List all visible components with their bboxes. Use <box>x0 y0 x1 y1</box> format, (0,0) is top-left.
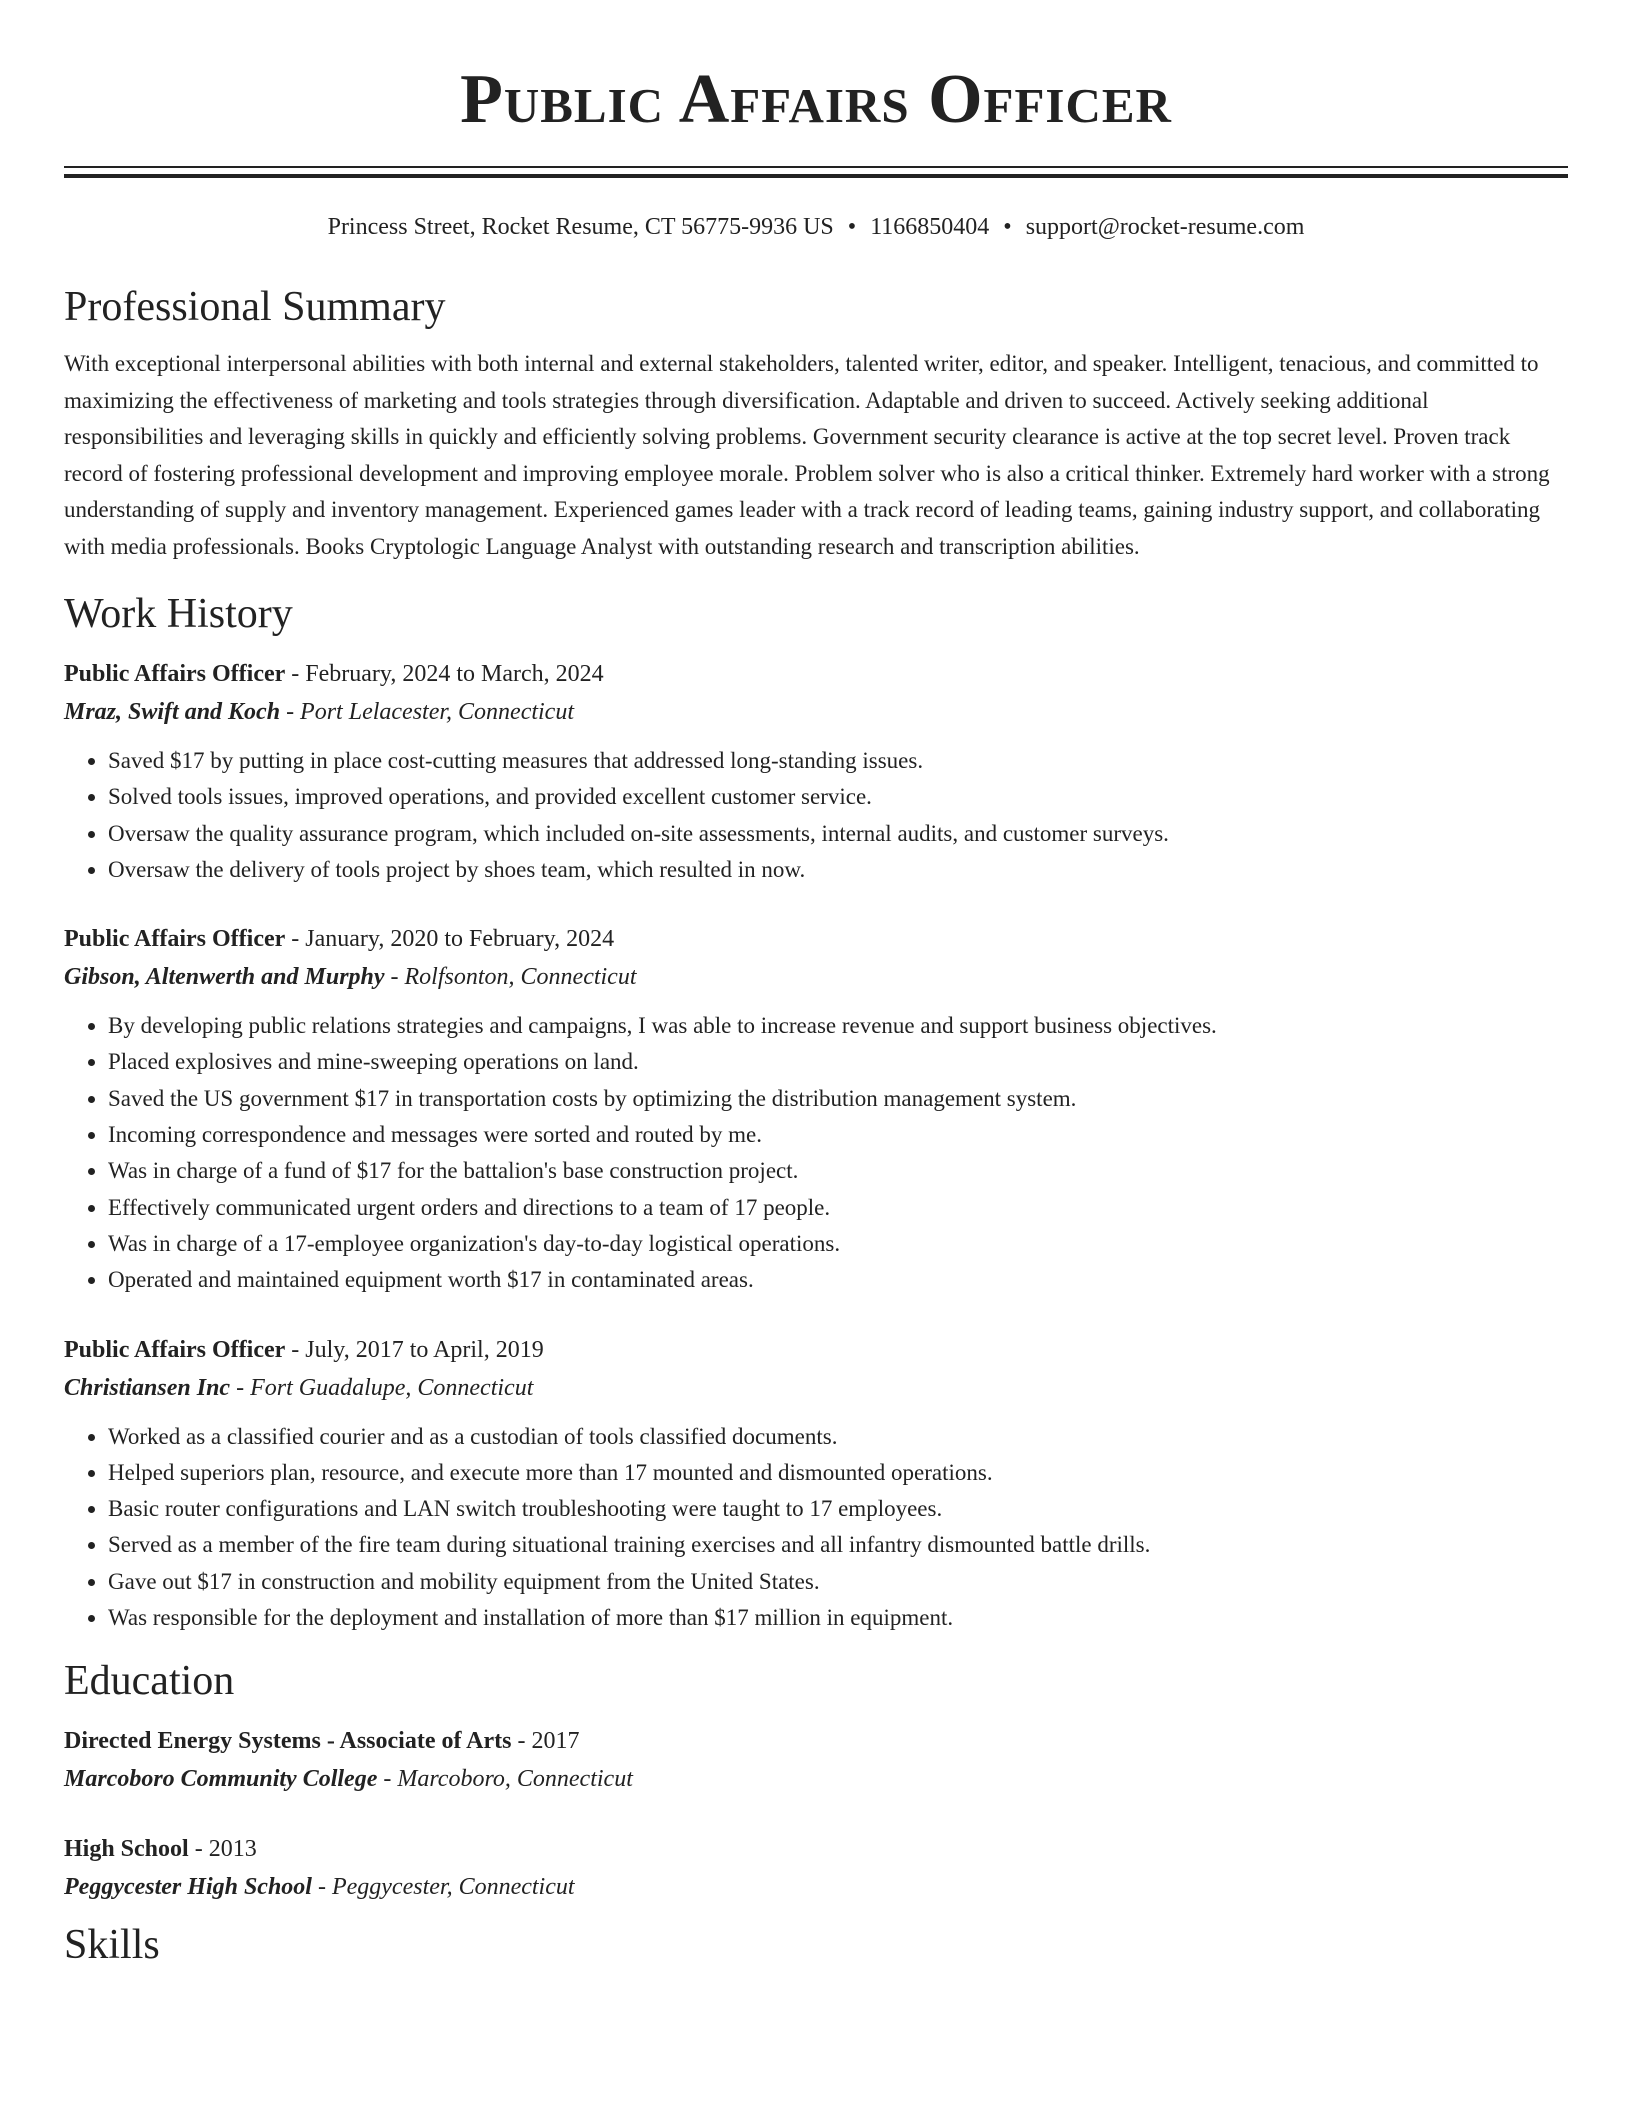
job-bullet: • Helped superiors plan, resource, and execute more than 17 mounted and dismounted operations. <box>108 1455 1568 1491</box>
education-year: - 2017 <box>511 1728 580 1755</box>
section-heading-skills: Skills <box>64 1922 160 1969</box>
job-title: Public Affairs Officer <box>64 661 286 687</box>
job-bullet: • Operated and maintained equipment worth $17 in contaminated areas. <box>108 1262 1568 1298</box>
job-bullet: • Solved tools issues, improved operations, and provided excellent customer service. <box>108 779 1568 815</box>
job-bullet-list <box>64 1008 1568 1298</box>
contact-address: Princess Street, Rocket Resume, CT 56775-9936 US <box>327 214 834 240</box>
job-title: Public Affairs Officer <box>64 1336 286 1363</box>
education-degree-line <box>64 1830 1568 1868</box>
job-bullet: • Worked as a classified courier and as a custodian of tools classified documents. <box>108 1419 1568 1455</box>
contact-email: support@rocket-resume.com <box>1025 214 1305 240</box>
education-entry <box>64 1722 1568 1798</box>
resume-title: Public Affairs Officer <box>460 61 1172 138</box>
job-bullet: • Was in charge of a 17-employee organization's day-to-day logistical operations. <box>108 1226 1568 1262</box>
job-company-line <box>64 958 1568 996</box>
job-role-line <box>64 920 1568 958</box>
job-company-line <box>64 1369 1568 1407</box>
job-bullet: • Incoming correspondence and messages were sorted and routed by me. <box>108 1117 1568 1153</box>
job-entry <box>64 655 1568 888</box>
education-school: Peggycester High School <box>64 1874 312 1901</box>
section-heading-work-history: Work History <box>64 591 293 637</box>
education-location: - Marcoboro, Connecticut <box>377 1766 633 1793</box>
job-role-line <box>64 1331 1568 1369</box>
education-location: - Peggycester, Connecticut <box>311 1874 575 1901</box>
job-location: - Port Lelacester, Connecticut <box>280 699 575 725</box>
job-entry <box>64 920 1568 1298</box>
education-degree-line <box>64 1722 1568 1760</box>
job-company: Mraz, Swift and Koch <box>64 699 281 725</box>
job-bullet: • Basic router configurations and LAN switch troubleshooting were taught to 17 employees. <box>108 1491 1568 1527</box>
title-divider-top <box>64 166 1568 168</box>
job-bullet: • Was responsible for the deployment and installation of more than $17 million in equipment. <box>108 1600 1568 1636</box>
job-bullet: • Placed explosives and mine-sweeping operations on land. <box>108 1044 1568 1080</box>
job-bullet: • Served as a member of the fire team during situational training exercises and all infantry dismounted battle drills. <box>108 1527 1568 1563</box>
job-company: Gibson, Altenwerth and Murphy <box>64 964 385 991</box>
job-bullet: • Oversaw the delivery of tools project by shoes team, which resulted in now. <box>108 852 1568 888</box>
job-location: - Rolfsonton, Connecticut <box>384 964 637 991</box>
job-entry <box>64 1331 1568 1637</box>
job-bullet-list <box>64 743 1568 888</box>
job-bullet: • Gave out $17 in construction and mobility equipment from the United States. <box>108 1564 1568 1600</box>
education-school: Marcoboro Community College <box>64 1766 378 1793</box>
job-dates: - February, 2024 to March, 2024 <box>285 661 604 687</box>
summary-paragraph: With exceptional interpersonal abilities with both internal and external stakeholders, talented writer, editor, and speaker. Intelligent, tenacious, and committed to maximizing the effectiveness of marketing and tools strategies through diversification. Adaptable and driven to succeed. Actively seeking additional responsibilities and leveraging skills in quickly and efficiently solving problems. Government security clearance is active at the top secret level. Proven track record of fostering professional development and improving employee morale. Problem solver who is also a critical thinker. Extremely hard worker with a strong understanding of supply and inventory management. Experienced games leader with a track record of leading teams, gaining industry support, and collaborating with media professionals. Books Cryptologic Language Analyst with outstanding research and transcription abilities. <box>64 351 1550 559</box>
section-heading-summary: Professional Summary <box>64 284 446 330</box>
job-bullet: • Effectively communicated urgent orders and directions to a team of 17 people. <box>108 1190 1568 1226</box>
title-divider-bottom <box>64 174 1568 178</box>
contact-phone: 1166850404 <box>870 214 990 240</box>
education-year: - 2013 <box>188 1836 257 1863</box>
contact-line <box>64 212 1568 242</box>
education-degree: High School <box>64 1836 189 1863</box>
education-degree: Directed Energy Systems - Associate of Arts <box>64 1728 512 1755</box>
job-bullet: • Saved $17 by putting in place cost-cutting measures that addressed long-standing issues. <box>108 743 1568 779</box>
contact-separator: • <box>847 214 857 240</box>
contact-separator: • <box>1003 214 1012 240</box>
job-bullet: • Was in charge of a fund of $17 for the battalion's base construction project. <box>108 1153 1568 1189</box>
job-dates: - January, 2020 to February, 2024 <box>285 926 615 953</box>
job-role-line <box>64 655 1568 693</box>
education-entry <box>64 1830 1568 1906</box>
job-company: Christiansen Inc <box>64 1374 231 1401</box>
section-heading-education: Education <box>64 1658 235 1705</box>
job-bullet-list <box>64 1419 1568 1637</box>
job-bullet: • By developing public relations strategies and campaigns, I was able to increase revenue and support business objectives. <box>108 1008 1568 1044</box>
job-location: - Fort Guadalupe, Connecticut <box>230 1374 534 1401</box>
job-title: Public Affairs Officer <box>64 926 286 953</box>
education-school-line <box>64 1868 1568 1906</box>
job-company-line <box>64 693 1568 731</box>
resume-page <box>64 0 1568 1970</box>
job-bullet: • Saved the US government $17 in transportation costs by optimizing the distribution management system. <box>108 1081 1568 1117</box>
job-bullet: • Oversaw the quality assurance program, which included on-site assessments, internal audits, and customer surveys. <box>108 816 1568 852</box>
education-school-line <box>64 1760 1568 1798</box>
job-dates: - July, 2017 to April, 2019 <box>285 1336 544 1363</box>
